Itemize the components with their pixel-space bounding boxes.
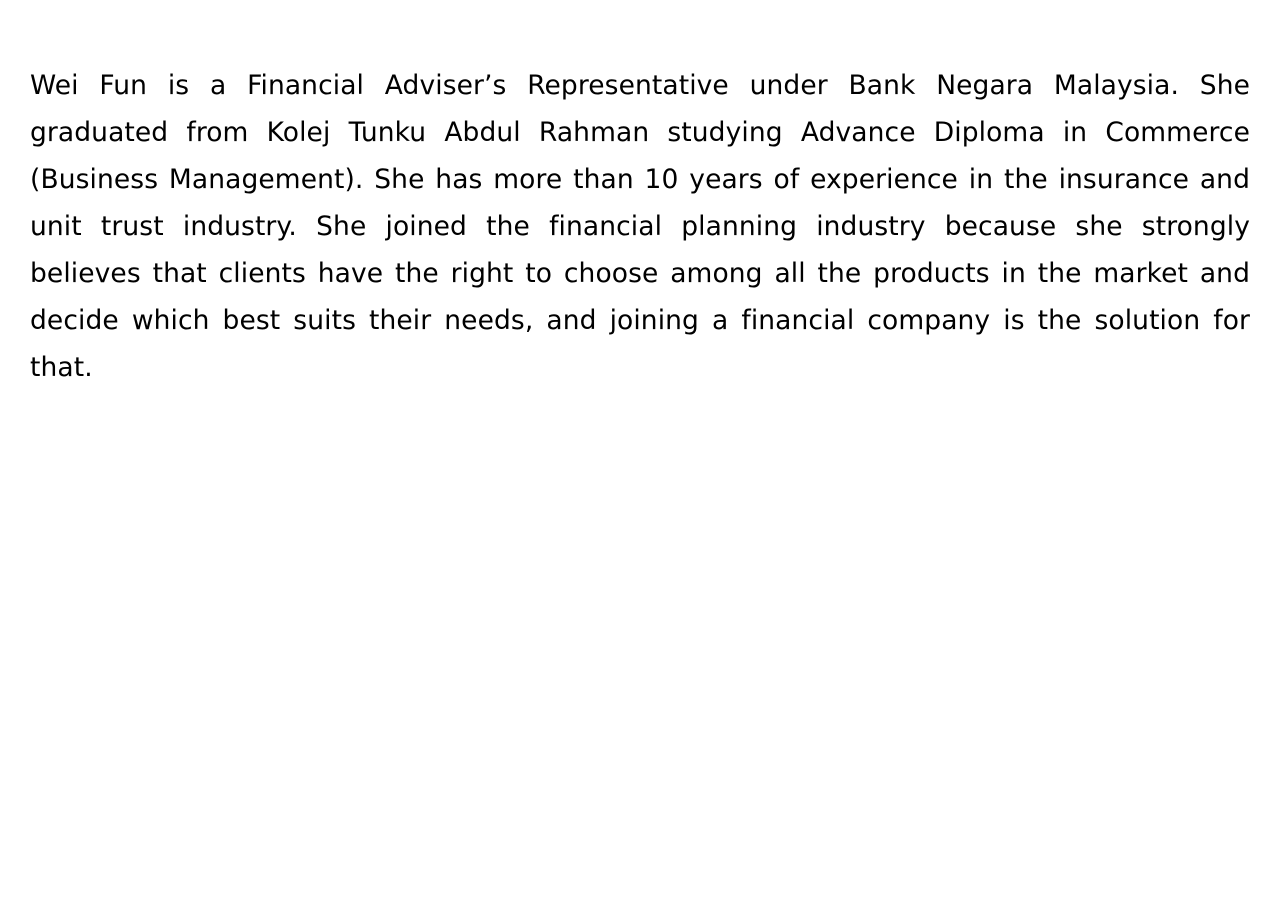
bio-section [30, 62, 1250, 391]
bio-paragraph: Wei Fun is a Financial Adviser’s Representative under Bank Negara Malaysia. She graduated from Kolej Tunku Abdul Rahman studying Advance Diploma in Commerce (Business Management). She has more than 10 years of experience in the insurance and unit trust industry. She joined the financial planning industry because she strongly believes that clients have the right to choose among all the products in the market and decide which best suits their needs, and joining a financial company is the solution for that. [30, 70, 1250, 383]
